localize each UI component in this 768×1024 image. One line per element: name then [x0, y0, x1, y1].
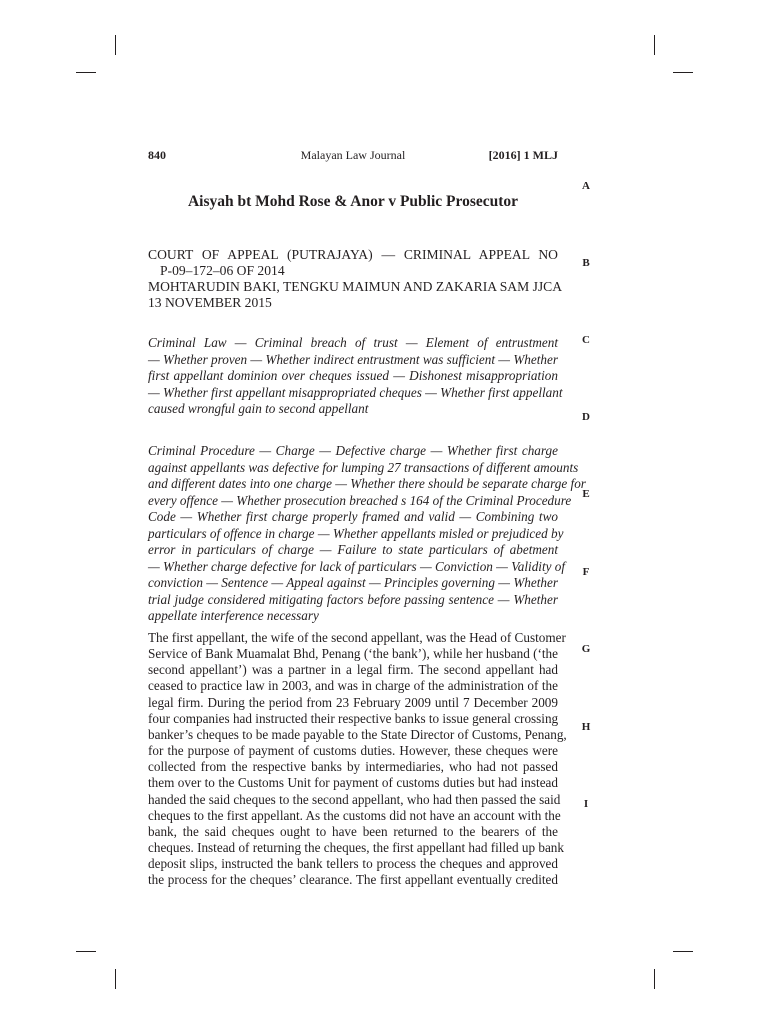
catchword-line: — Whether first appellant misappropriated cheques — Whether first appellant	[148, 384, 563, 400]
headnote-line: bank, the said cheques ought to have been returned to the bearers of the	[148, 823, 558, 839]
case-title: Aisyah bt Mohd Rose & Anor v Public Prosecutor	[187, 193, 519, 210]
margin-letter-b: B	[582, 257, 590, 269]
crop-mark	[673, 72, 693, 73]
catchword-line: appellate interference necessary	[148, 608, 319, 623]
citation: [2016] 1 MLJ	[488, 148, 558, 162]
court-line: 13 NOVEMBER 2015	[148, 295, 272, 310]
catchword-line: every offence — Whether prosecution breached s 164 of the Criminal Procedure	[148, 492, 572, 508]
catchword-criminal-law	[148, 335, 563, 418]
court-line: MOHTARUDIN BAKI, TENGKU MAIMUN AND ZAKARIA SAM JJCA	[148, 279, 563, 294]
margin-letter-c: C	[582, 334, 590, 346]
catchword-line: first appellant dominion over cheques issued — Dishonest misappropriation	[148, 368, 558, 383]
margin-letter-i: I	[583, 798, 589, 810]
margin-letter-a: A	[582, 180, 590, 192]
catchword-line: particulars of offence in charge — Whether appellants misled or prejudiced by	[148, 525, 564, 541]
catchword-line: conviction — Sentence — Appeal against — Principles governing — Whether	[148, 575, 558, 590]
running-header	[148, 148, 558, 164]
headnote-line: cheques to the first appellant. As the customs did not have an account with the	[148, 807, 561, 823]
headnote-line: ceased to practice law in 2003, and was in charge of the administration of the	[148, 678, 558, 694]
catchword-line: — Whether proven — Whether indirect entrustment was sufficient — Whether	[148, 351, 558, 367]
catchword-line: caused wrongful gain to second appellant	[148, 401, 369, 416]
margin-letter-d: D	[582, 411, 590, 423]
headnote-line: legal firm. During the period from 23 February 2009 until 7 December 2009	[148, 694, 558, 710]
crop-mark	[115, 969, 116, 989]
headnote-paragraph	[148, 630, 567, 889]
headnote-line: banker’s cheques to be made payable to the State Director of Customs, Penang,	[148, 726, 567, 742]
catchword-line: Criminal Procedure — Charge — Defective charge — Whether first charge	[148, 443, 558, 458]
court-line: COURT OF APPEAL (PUTRAJAYA) — CRIMINAL APPEAL NO	[148, 247, 558, 262]
crop-mark	[76, 951, 96, 952]
court-line: P-09–172–06 OF 2014	[160, 263, 285, 278]
headnote-line: cheques. Instead of returning the cheques, the first appellant had filled up bank	[148, 840, 564, 856]
headnote-line: four companies had instructed their respective banks to issue general crossing	[148, 710, 559, 726]
margin-letter-f: F	[582, 566, 590, 578]
headnote-line: second appellant’) was a partner in a legal firm. The second appellant had	[148, 662, 558, 678]
headnote-line: deposit slips, instructed the bank tellers to process the cheques and approved	[148, 856, 558, 872]
headnote-line: The first appellant, the wife of the second appellant, was the Head of Customer	[148, 630, 566, 645]
catchword-line: Code — Whether first charge properly framed and valid — Combining two	[148, 509, 558, 524]
crop-mark	[76, 72, 96, 73]
margin-letter-e: E	[582, 488, 590, 500]
court-info	[148, 247, 563, 311]
margin-letter-h: H	[581, 721, 591, 733]
crop-mark	[654, 35, 655, 55]
catchword-criminal-procedure	[148, 443, 586, 625]
page-number: 840	[148, 148, 166, 162]
catchword-line: trial judge considered mitigating factors before passing sentence — Whether	[148, 591, 558, 607]
margin-letter-g: G	[581, 643, 591, 655]
headnote-line: handed the said cheques to the second appellant, who had then passed the said	[148, 791, 561, 807]
crop-mark	[673, 951, 693, 952]
headnote-line: for the purpose of payment of customs duties. However, these cheques were	[148, 743, 558, 759]
headnote-line: them over to the Customs Unit for payment of customs duties but had instead	[148, 775, 558, 791]
crop-mark	[115, 35, 116, 55]
catchword-line: error in particulars of charge — Failure to state particulars of abetment	[148, 542, 558, 557]
catchword-line: — Whether charge defective for lack of particulars — Conviction — Validity of	[148, 558, 566, 574]
headnote-line: collected from the respective banks by intermediaries, who had not passed	[148, 759, 558, 775]
headnote-line: the process for the cheques’ clearance. The first appellant eventually credited	[148, 872, 558, 888]
catchword-line: against appellants was defective for lumping 27 transactions of different amounts	[148, 459, 579, 475]
headnote-line: Service of Bank Muamalat Bhd, Penang (‘the bank’), while her husband (‘the	[148, 646, 558, 662]
crop-mark	[654, 969, 655, 989]
catchword-line: and different dates into one charge — Whether there should be separate charge for	[148, 476, 586, 491]
catchword-line: Criminal Law — Criminal breach of trust — Element of entrustment	[148, 335, 558, 350]
journal-name: Malayan Law Journal	[300, 148, 406, 162]
